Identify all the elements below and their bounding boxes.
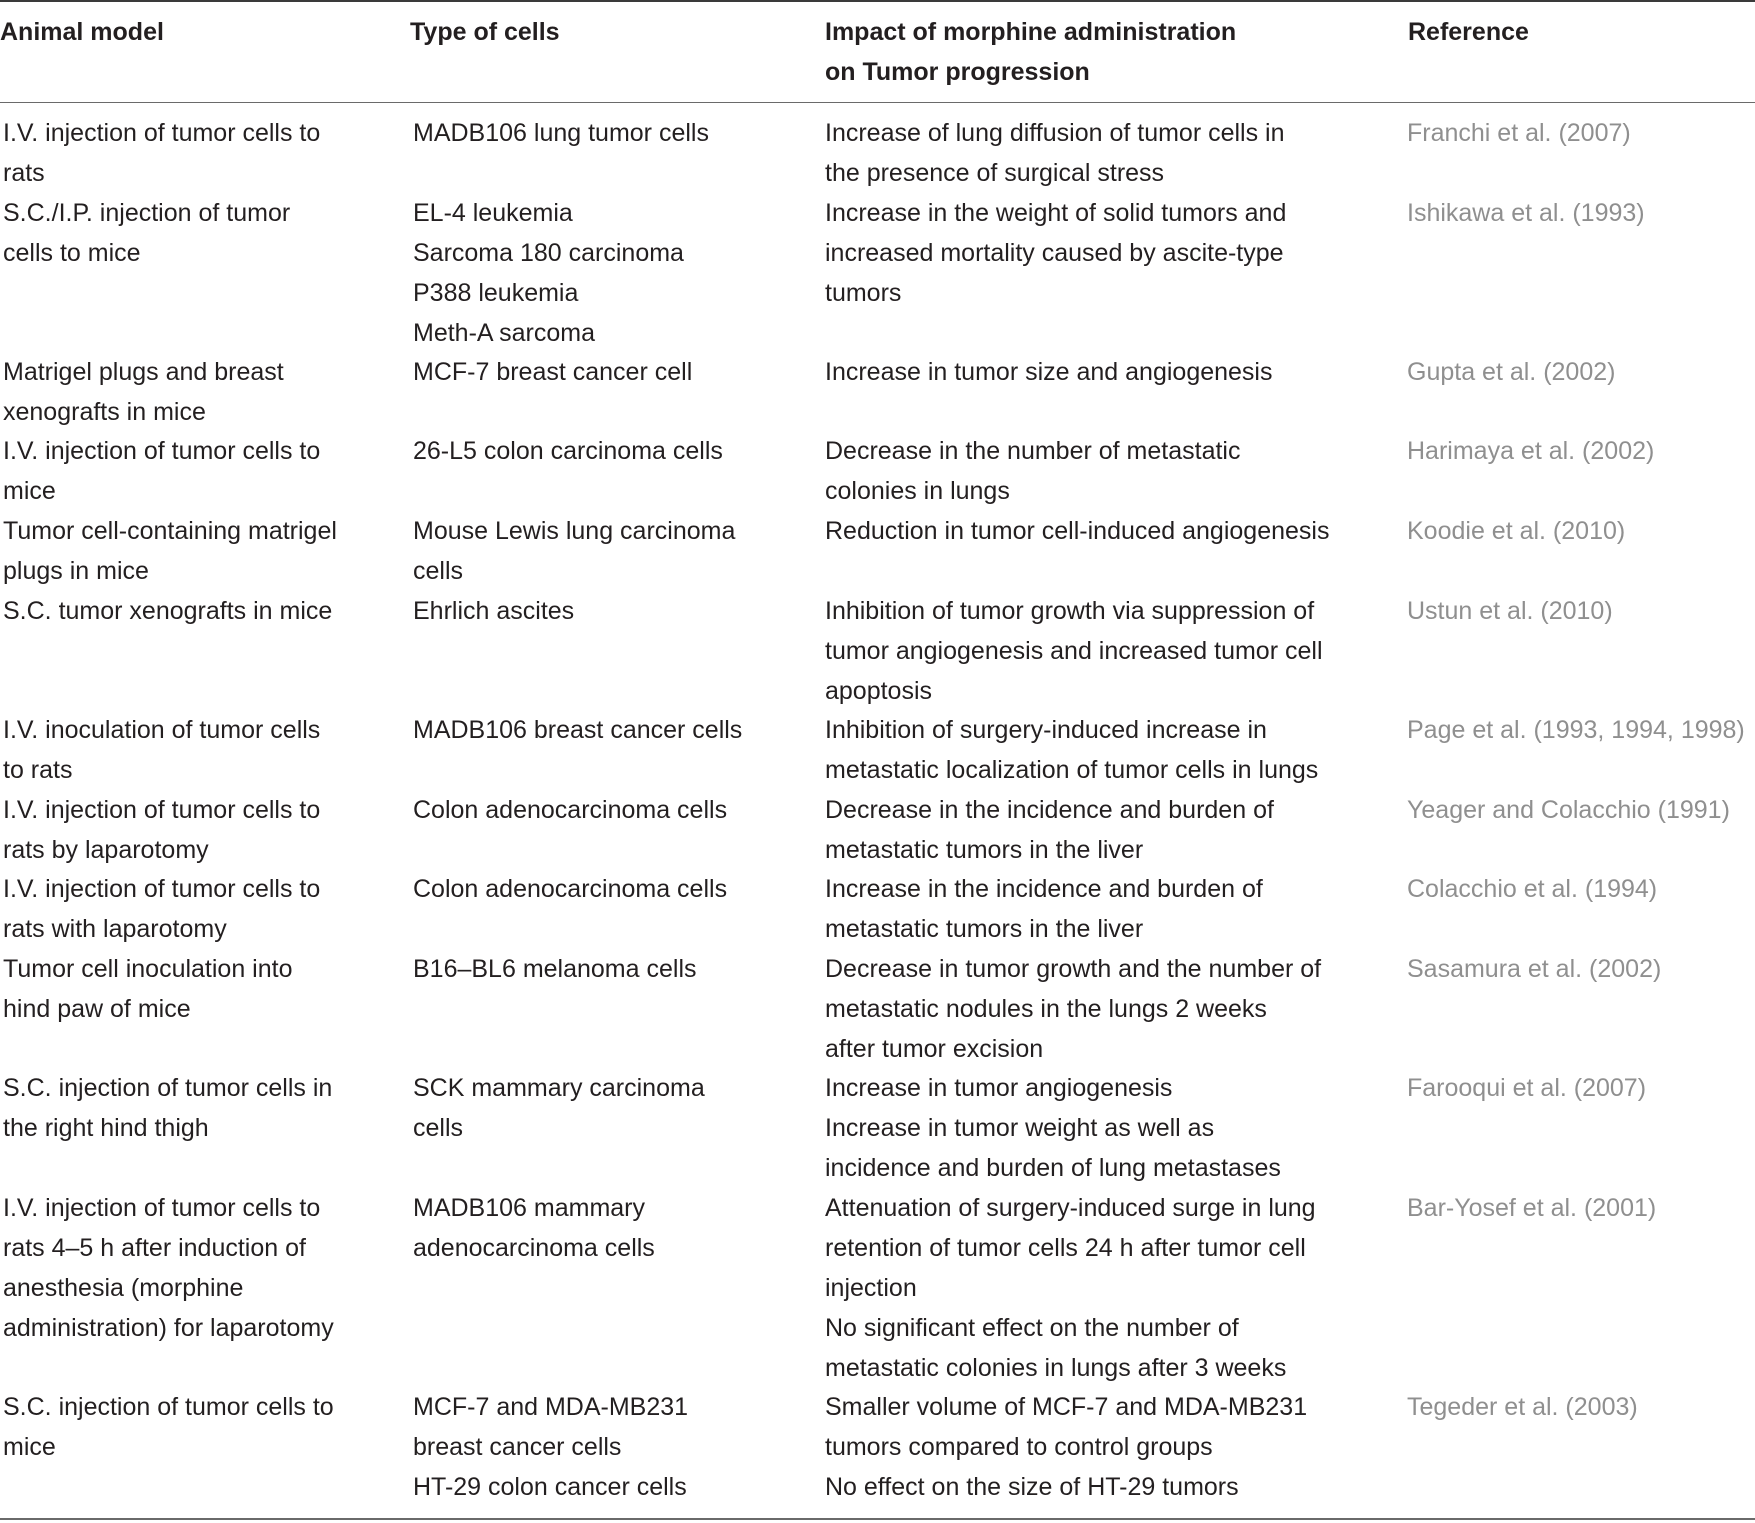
cell-type-of-cells-line: SCK mammary carcinoma (413, 1074, 705, 1103)
cell-impact (825, 949, 1395, 1069)
cell-impact-line: tumors compared to control groups (825, 1432, 1213, 1461)
cell-reference (1407, 790, 1755, 830)
cell-animal-model-line: S.C./I.P. injection of tumor (3, 198, 291, 227)
cell-animal-model (3, 1387, 393, 1467)
cell-impact-line: tumor angiogenesis and increased tumor cell (825, 636, 1323, 665)
table-row (0, 1387, 1755, 1506)
cell-impact (825, 869, 1395, 949)
cell-impact (825, 431, 1395, 511)
cell-impact-line: metastatic nodules in the lungs 2 weeks (825, 994, 1267, 1023)
cell-reference-line: Sasamura et al. (2002) (1407, 954, 1662, 983)
cell-animal-model (3, 591, 393, 631)
cell-impact (825, 352, 1395, 392)
cell-animal-model-line: Matrigel plugs and breast (3, 357, 284, 386)
cell-animal-model (3, 193, 393, 273)
cell-animal-model-line: the right hind thigh (3, 1114, 209, 1143)
cell-reference (1407, 431, 1755, 471)
cell-animal-model-line: xenografts in mice (3, 397, 206, 426)
cell-animal-model-line: I.V. injection of tumor cells to (3, 1193, 321, 1222)
cell-reference-line: Ishikawa et al. (1993) (1407, 198, 1645, 227)
cell-type-of-cells-line: MCF-7 and MDA-MB231 (413, 1392, 689, 1421)
cell-impact (825, 1387, 1395, 1507)
table-row (0, 352, 1755, 432)
cell-reference-line: Farooqui et al. (2007) (1407, 1074, 1647, 1103)
cell-animal-model-line: S.C. tumor xenografts in mice (3, 596, 333, 625)
cell-reference (1407, 1387, 1755, 1427)
cell-type-of-cells-line: Mouse Lewis lung carcinoma (413, 516, 736, 545)
cell-type-of-cells (413, 1188, 813, 1268)
cell-impact (825, 1188, 1395, 1388)
header-type-of-cells: Type of cells (410, 18, 560, 46)
cell-animal-model (3, 790, 393, 870)
table-row (0, 710, 1755, 790)
cell-type-of-cells-line: MADB106 lung tumor cells (413, 119, 709, 147)
cell-type-of-cells (413, 1068, 813, 1148)
cell-impact-line: metastatic localization of tumor cells in lungs (825, 755, 1319, 784)
cell-impact-line: increased mortality caused by ascite-type (825, 238, 1284, 267)
cell-impact-line: Decrease in the incidence and burden of (825, 795, 1274, 824)
cell-animal-model-line: Tumor cell-containing matrigel (3, 516, 337, 545)
cell-reference (1407, 710, 1755, 750)
cell-impact (825, 710, 1395, 790)
cell-animal-model-line: rats by laparotomy (3, 835, 209, 864)
table-header-rule (0, 102, 1755, 103)
cell-reference-line: Franchi et al. (2007) (1407, 119, 1631, 147)
cell-reference-line: Tegeder et al. (2003) (1407, 1392, 1638, 1421)
table-row (0, 1068, 1755, 1187)
cell-type-of-cells (413, 193, 813, 353)
cell-type-of-cells (413, 869, 813, 909)
cell-type-of-cells-line: EL-4 leukemia (413, 198, 573, 227)
cell-type-of-cells-line: MCF-7 breast cancer cell (413, 357, 693, 386)
cell-type-of-cells-line: HT-29 colon cancer cells (413, 1472, 687, 1501)
cell-animal-model-line: I.V. injection of tumor cells to (3, 795, 321, 824)
cell-type-of-cells-line: B16–BL6 melanoma cells (413, 954, 697, 983)
cell-reference-line: Koodie et al. (2010) (1407, 516, 1626, 545)
cell-animal-model-line: rats with laparotomy (3, 915, 227, 944)
cell-reference (1407, 1068, 1755, 1108)
table-row (0, 511, 1755, 591)
cell-animal-model-line: I.V. injection of tumor cells to (3, 437, 321, 466)
cell-type-of-cells-line: Sarcoma 180 carcinoma (413, 238, 684, 267)
cell-reference (1407, 352, 1755, 392)
cell-reference (1407, 591, 1755, 631)
cell-impact-line: Attenuation of surgery-induced surge in lung (825, 1193, 1316, 1222)
cell-reference (1407, 949, 1755, 989)
cell-impact-line: Increase in the weight of solid tumors and (825, 198, 1287, 227)
cell-type-of-cells (413, 1387, 813, 1507)
cell-type-of-cells-line: Colon adenocarcinoma cells (413, 875, 728, 904)
cell-type-of-cells-line: adenocarcinoma cells (413, 1233, 655, 1262)
cell-type-of-cells (413, 710, 813, 750)
cell-impact (825, 511, 1395, 551)
cell-impact-line: apoptosis (825, 676, 933, 705)
cell-animal-model-line: S.C. injection of tumor cells in (3, 1074, 333, 1103)
cell-impact (825, 113, 1395, 193)
cell-impact-line: Increase in the incidence and burden of (825, 875, 1263, 904)
table-header-row (0, 12, 1755, 102)
cell-animal-model-line: cells to mice (3, 238, 141, 267)
cell-animal-model (3, 1188, 393, 1348)
cell-type-of-cells (413, 431, 813, 471)
cell-animal-model-line: mice (3, 1432, 56, 1461)
cell-type-of-cells-line: 26-L5 colon carcinoma cells (413, 437, 723, 466)
cell-impact (825, 591, 1395, 711)
cell-type-of-cells-line: cells (413, 556, 464, 585)
cell-impact-line: Increase in tumor weight as well as (825, 1114, 1215, 1143)
cell-animal-model-line: I.V. inoculation of tumor cells (3, 715, 321, 744)
cell-animal-model-line: mice (3, 477, 56, 506)
cell-impact-line: colonies in lungs (825, 477, 1010, 506)
cell-impact-line: Decrease in tumor growth and the number of (825, 954, 1322, 983)
table-row (0, 193, 1755, 352)
cell-impact-line: No effect on the size of HT-29 tumors (825, 1472, 1239, 1501)
cell-type-of-cells-line: Ehrlich ascites (413, 596, 575, 625)
cell-impact-line: after tumor excision (825, 1034, 1044, 1063)
cell-impact-line: No significant effect on the number of (825, 1313, 1239, 1342)
cell-impact-line: incidence and burden of lung metastases (825, 1154, 1281, 1183)
table-row (0, 1188, 1755, 1387)
cell-type-of-cells (413, 113, 813, 153)
cell-impact-line: Inhibition of tumor growth via suppression of (825, 596, 1315, 625)
cell-type-of-cells-line: Colon adenocarcinoma cells (413, 795, 728, 824)
cell-impact-line: Increase in tumor angiogenesis (825, 1074, 1173, 1103)
cell-animal-model-line: S.C. injection of tumor cells to (3, 1392, 334, 1421)
cell-impact (825, 790, 1395, 870)
cell-impact-line: retention of tumor cells 24 h after tumor cell (825, 1233, 1306, 1262)
cell-reference-line: Colacchio et al. (1994) (1407, 875, 1658, 904)
table-row (0, 591, 1755, 710)
cell-animal-model (3, 710, 393, 790)
cell-reference (1407, 1188, 1755, 1228)
cell-animal-model-line: I.V. injection of tumor cells to (3, 119, 321, 147)
cell-type-of-cells (413, 591, 813, 631)
cell-type-of-cells (413, 352, 813, 392)
table-row (0, 790, 1755, 870)
cell-impact-line: injection (825, 1273, 917, 1302)
cell-impact-line: tumors (825, 278, 902, 307)
cell-impact-line: Increase of lung diffusion of tumor cells in (825, 119, 1285, 147)
cell-type-of-cells-line: cells (413, 1114, 464, 1143)
cell-type-of-cells-line: Meth-A sarcoma (413, 318, 596, 347)
cell-type-of-cells-line: MADB106 mammary (413, 1193, 645, 1222)
cell-animal-model-line: Tumor cell inoculation into (3, 954, 293, 983)
cell-reference (1407, 193, 1755, 233)
header-reference: Reference (1408, 18, 1529, 46)
cell-animal-model-line: rats (3, 159, 45, 187)
table-row (0, 869, 1755, 949)
cell-impact-line: metastatic colonies in lungs after 3 weeks (825, 1353, 1287, 1382)
cell-animal-model-line: administration) for laparotomy (3, 1313, 334, 1342)
cell-impact-line: Reduction in tumor cell-induced angiogenesis (825, 516, 1330, 545)
table-body (0, 113, 1755, 1506)
cell-reference-line: Yeager and Colacchio (1991) (1407, 795, 1730, 824)
table-top-rule (0, 0, 1755, 2)
cell-type-of-cells-line: MADB106 breast cancer cells (413, 715, 743, 744)
cell-animal-model-line: plugs in mice (3, 556, 149, 585)
cell-reference (1407, 113, 1755, 153)
cell-animal-model (3, 352, 393, 432)
cell-animal-model (3, 113, 393, 193)
table-bottom-rule (0, 1518, 1755, 1520)
cell-type-of-cells (413, 511, 813, 591)
table-row (0, 113, 1755, 193)
cell-type-of-cells (413, 790, 813, 830)
cell-impact-line: metastatic tumors in the liver (825, 915, 1144, 944)
cell-reference-line: Bar-Yosef et al. (2001) (1407, 1193, 1657, 1222)
cell-impact (825, 193, 1395, 313)
cell-animal-model (3, 869, 393, 949)
cell-impact-line: Smaller volume of MCF-7 and MDA-MB231 (825, 1392, 1308, 1421)
header-animal-model: Animal model (0, 18, 164, 46)
cell-reference-line: Harimaya et al. (2002) (1407, 437, 1655, 466)
cell-reference-line: Page et al. (1993, 1994, 1998) (1407, 715, 1745, 744)
cell-reference (1407, 511, 1755, 551)
table-row (0, 949, 1755, 1068)
cell-animal-model (3, 511, 393, 591)
table-row (0, 431, 1755, 511)
cell-type-of-cells-line: P388 leukemia (413, 278, 579, 307)
cell-impact-line: Decrease in the number of metastatic (825, 437, 1241, 466)
cell-animal-model (3, 431, 393, 511)
cell-type-of-cells-line: breast cancer cells (413, 1432, 622, 1461)
cell-animal-model (3, 1068, 393, 1148)
cell-reference (1407, 869, 1755, 909)
cell-animal-model-line: anesthesia (morphine (3, 1273, 244, 1302)
cell-reference-line: Ustun et al. (2010) (1407, 596, 1613, 625)
cell-impact-line: Increase in tumor size and angiogenesis (825, 357, 1273, 386)
cell-animal-model-line: rats 4–5 h after induction of (3, 1233, 306, 1262)
cell-impact-line: Inhibition of surgery-induced increase in (825, 715, 1267, 744)
cell-animal-model-line: I.V. injection of tumor cells to (3, 875, 321, 904)
cell-animal-model-line: hind paw of mice (3, 994, 191, 1023)
cell-impact-line: metastatic tumors in the liver (825, 835, 1144, 864)
header-impact: Impact of morphine administration on Tumor progression (825, 18, 1237, 86)
cell-type-of-cells (413, 949, 813, 989)
cell-impact (825, 1068, 1395, 1188)
cell-impact-line: the presence of surgical stress (825, 159, 1165, 187)
cell-animal-model-line: to rats (3, 755, 73, 784)
cell-animal-model (3, 949, 393, 1029)
cell-reference-line: Gupta et al. (2002) (1407, 357, 1616, 386)
